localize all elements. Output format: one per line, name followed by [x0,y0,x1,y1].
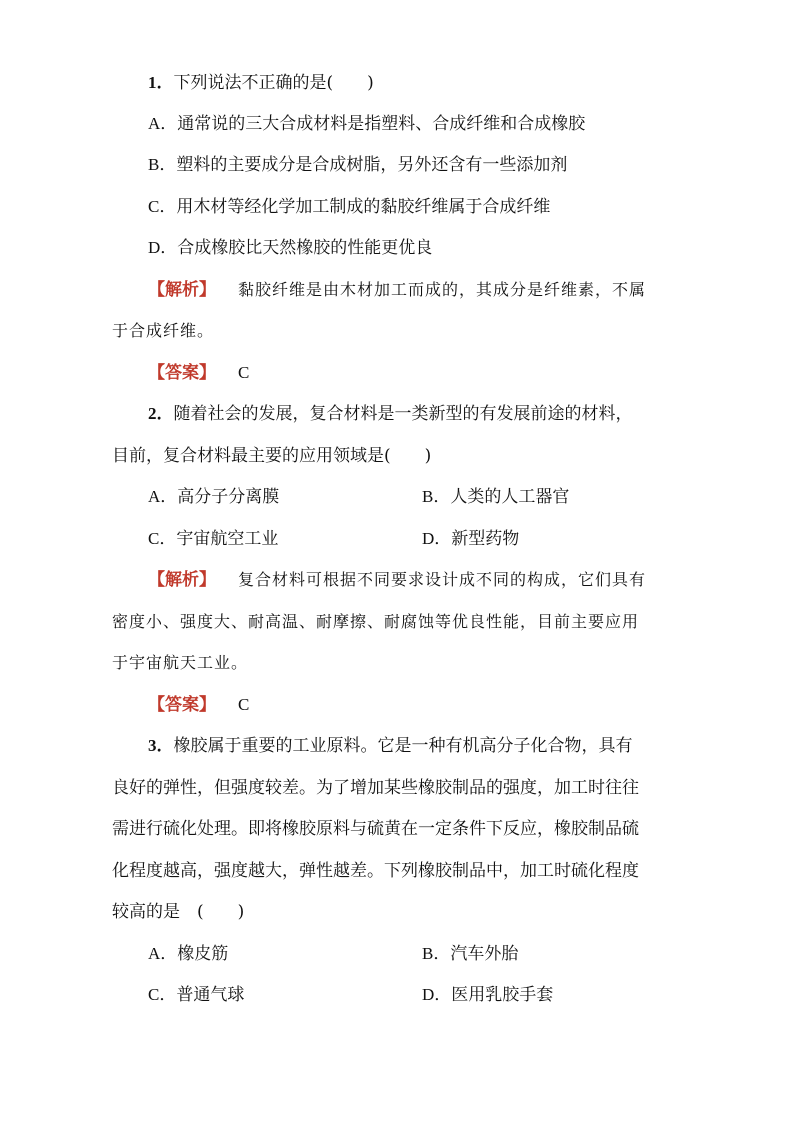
q1-option-d: D．合成橡胶比天然橡胶的性能更优良 [148,238,433,258]
q2-option-d: D．新型药物 [422,529,520,549]
q3-stem-line-3: 需进行硫化处理。即将橡胶原料与硫黄在一定条件下反应，橡胶制品硫 [112,819,639,839]
q1-stem: 1．下列说法不正确的是( ) [148,73,374,93]
q2-number: 2 [148,404,157,423]
analysis-label: 【解析】 [148,570,216,590]
answer-label: 【答案】 [148,363,216,383]
q3-stem-line-2: 良好的弹性，但强度较差。为了增加某些橡胶制品的强度，加工时往往 [112,778,639,798]
q1-option-c: C．用木材等经化学加工制成的黏胶纤维属于合成纤维 [148,197,551,217]
q3-stem-line-5: 较高的是 ( ) [112,902,245,922]
q1-stem-text: 下列说法不正确的是( ) [173,73,374,93]
answer-label: 【答案】 [148,695,216,715]
q1-answer [148,362,249,384]
q3-number: 3 [148,736,157,755]
q1-answer-value: C [238,363,250,382]
q2-stem: 2．随着社会的发展，复合材料是一类新型的有发展前途的材料， [148,404,633,424]
q1-analysis-line-2: 于合成纤维。 [112,321,215,340]
q2-option-a: A．高分子分离膜 [148,487,280,507]
q2-analysis-line-2: 密度小、强度大、耐高温、耐摩擦、耐腐蚀等优良性能，目前主要应用 [112,612,640,631]
q1-number: 1 [148,73,157,92]
q3-option-b: B．汽车外胎 [422,944,519,964]
q1-option-a: A．通常说的三大合成材料是指塑料、合成纤维和合成橡胶 [148,114,586,134]
q3-stem: 3．橡胶属于重要的工业原料。它是一种有机高分子化合物，具有 [148,736,633,756]
q2-answer [148,694,249,716]
q3-option-a: A．橡皮筋 [148,944,229,964]
q2-analysis: 【解析】 复合材料可根据不同要求设计成不同的构成，它们具有 [148,570,647,590]
q3-option-d: D．医用乳胶手套 [422,985,554,1005]
q2-stem-line-2: 目前，复合材料最主要的应用领域是( ) [112,446,432,466]
q2-analysis-line-3: 于宇宙航天工业。 [112,653,249,672]
q2-answer-value: C [238,695,250,714]
q3-stem-line-4: 化程度越高，强度越大，弹性越差。下列橡胶制品中，加工时硫化程度 [112,861,639,881]
q3-option-c: C．普通气球 [148,985,245,1005]
q2-option-b: B．人类的人工器官 [422,487,570,507]
q1-option-b: B．塑料的主要成分是合成树脂，另外还含有一些添加剂 [148,155,568,175]
analysis-label: 【解析】 [148,280,216,300]
q1-analysis: 【解析】 黏胶纤维是由木材加工而成的，其成分是纤维素，不属 [148,280,647,300]
q2-option-c: C．宇宙航空工业 [148,529,279,549]
